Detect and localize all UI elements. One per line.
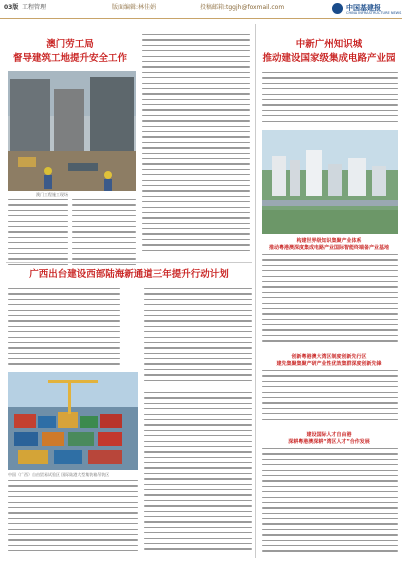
editor-credit: 版面编辑:林佳娟 <box>112 4 157 11</box>
gz-section2-text <box>262 370 398 428</box>
gz-subheading-1b: 推动粤港澳深度集成电路产业国际智能终端备产业基地 <box>268 245 389 251</box>
macau-headline-line1: 澳门劳工局 <box>46 39 94 50</box>
gz-subheading-3b: 深耕粤港澳深耕“湾区人才”合作发展 <box>288 439 370 445</box>
guangxi-body-col2 <box>144 288 252 388</box>
logo-mark-icon <box>332 3 343 14</box>
guangxi-body-col1 <box>8 288 120 370</box>
guangxi-body-col3 <box>8 480 138 556</box>
newspaper-logo <box>332 2 402 16</box>
gz-intro-text <box>262 72 398 128</box>
gz-headline-line2: 推动建设国家级集成电路产业园 <box>262 53 396 64</box>
logo-subtitle: CHINA INFRASTRUCTURE NEWS <box>346 11 402 15</box>
column-divider <box>255 24 256 558</box>
macau-headline-line2: 督导建筑工地提升安全工作 <box>12 53 127 64</box>
macau-body-col3 <box>142 34 250 260</box>
gz-section3-text <box>262 448 398 556</box>
gz-knowledge-city-photo <box>262 130 398 234</box>
submission-email: 投稿邮箱:tggjh@foxmail.com <box>200 4 285 11</box>
section-name: 工程管理 <box>22 4 47 11</box>
page-number: 03版 <box>4 4 19 11</box>
macau-body-col2 <box>72 199 136 269</box>
gz-subheading-1: 构建世界级知识集聚产业体系 <box>296 238 362 244</box>
page-header <box>0 0 402 19</box>
gz-subheading-3: 建设国际人才自由港 <box>306 432 352 438</box>
divider <box>6 262 252 263</box>
logo-name: 中国基建报 <box>346 4 381 12</box>
gz-subheading-2: 创新粤港澳大湾区制度创新先行区 <box>291 354 367 360</box>
guangxi-body-col4 <box>144 392 252 556</box>
guangxi-port-photo <box>8 372 138 470</box>
macau-body-col1 <box>8 199 68 269</box>
gz-section1-text <box>262 254 398 350</box>
macau-photo-caption: 澳门工程施工现场 <box>36 192 68 197</box>
gz-headline-line1: 中新广州知识城 <box>295 39 363 50</box>
guangxi-headline: 广西出台建设西部陆海新通道三年提升行动计划 <box>29 269 229 280</box>
macau-construction-photo <box>8 71 136 191</box>
gz-subheading-2b: 建先集聚集聚产研产业性优效集群深度创新先锋 <box>276 361 382 367</box>
guangxi-photo-caption: 中国（广西）自由贸易试验区 国际陆港大型集装箱吊装区 <box>8 472 110 477</box>
